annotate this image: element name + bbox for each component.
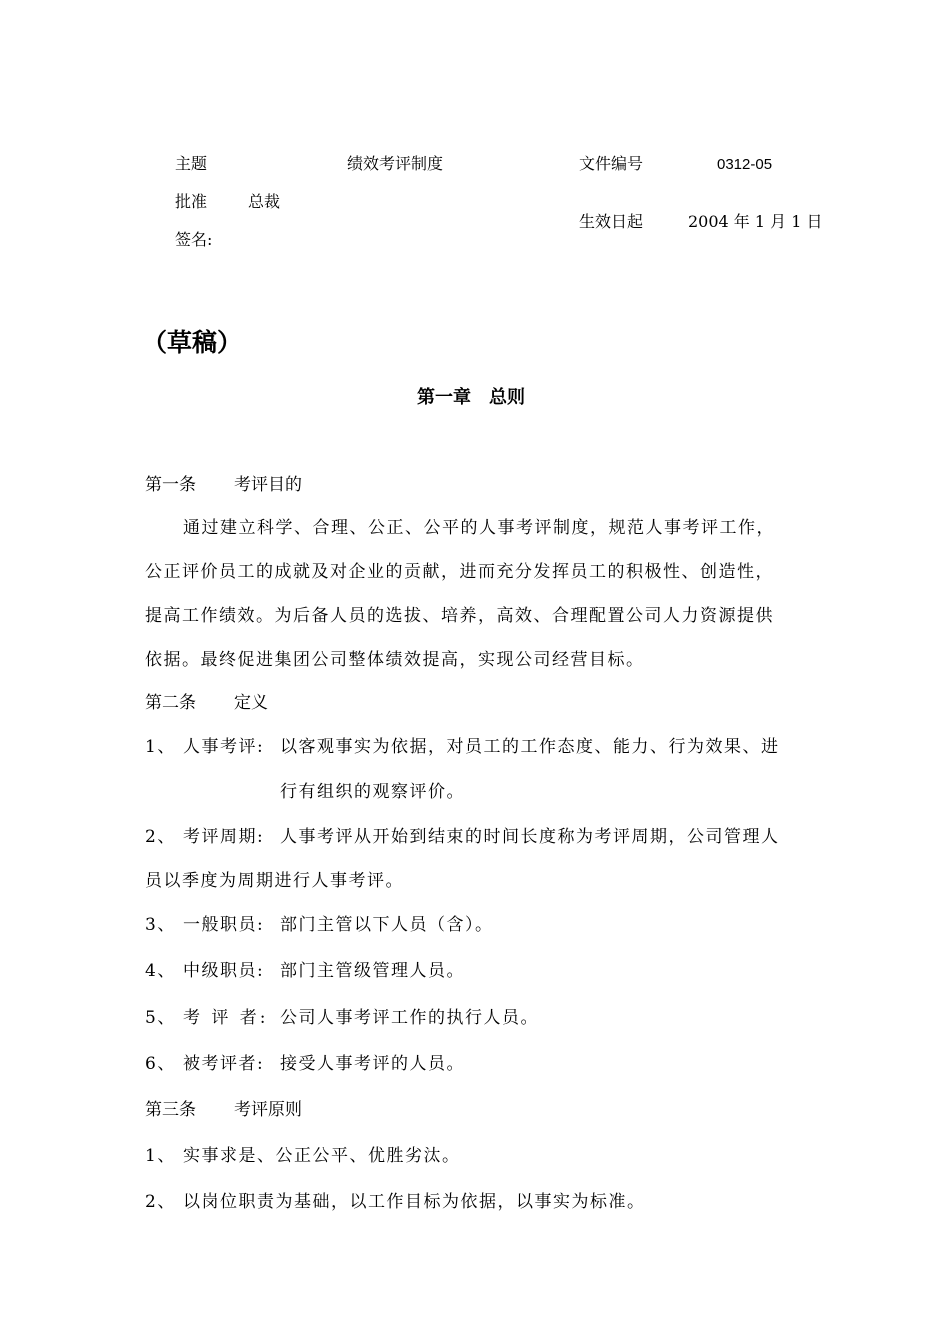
article1-heading-no: 第一条 — [145, 475, 196, 495]
article1-line-1: 通过建立科学、合理、公正、公平的人事考评制度，规范人事考评工作， — [183, 518, 775, 538]
article3-heading-title: 考评原则 — [234, 1100, 302, 1120]
def-item-term: 人事考评: — [183, 737, 265, 757]
article1-line-4: 依据。最终促进集团公司整体绩效提高，实现公司经营目标。 — [145, 650, 645, 670]
def-item-cont: 员以季度为周期进行人事考评。 — [145, 871, 404, 891]
def-item-text: 部门主管以下人员（含）。 — [280, 915, 494, 935]
article2-heading-title: 定义 — [234, 693, 268, 713]
def-item-cont: 行有组织的观察评价。 — [280, 782, 465, 802]
approve-value: 总裁 — [248, 192, 281, 211]
principle-item-no: 2、 — [145, 1192, 176, 1212]
approve-label: 批准 — [175, 192, 208, 211]
article1-heading-title: 考评目的 — [234, 475, 302, 495]
principle-item-no: 1、 — [145, 1146, 176, 1166]
article1-line-3: 提高工作绩效。为后备人员的选拔、培养，高效、合理配置公司人力资源提供 — [145, 606, 774, 626]
def-item-text: 接受人事考评的人员。 — [280, 1054, 465, 1074]
chapter-title: 第一章 总则 — [417, 387, 525, 408]
def-item-text: 部门主管级管理人员。 — [280, 961, 465, 981]
def-item-term: 被考评者: — [183, 1054, 265, 1074]
def-item-no: 6、 — [145, 1054, 176, 1074]
def-item-no: 4、 — [145, 961, 176, 981]
doc-no-value: 0312-05 — [717, 156, 773, 173]
def-item-term: 中级职员: — [183, 961, 265, 981]
def-item-no: 5、 — [145, 1008, 176, 1028]
effective-label: 生效日起 — [579, 212, 644, 231]
draft-mark: （草稿） — [142, 328, 243, 357]
def-item-no: 1、 — [145, 737, 176, 757]
def-item-no: 2、 — [145, 827, 176, 847]
def-item-no: 3、 — [145, 915, 176, 935]
principle-item-text: 实事求是、公正公平、优胜劣汰。 — [183, 1146, 461, 1166]
doc-no-label: 文件编号 — [579, 154, 644, 173]
article3-heading-no: 第三条 — [145, 1100, 196, 1120]
subject-label: 主题 — [175, 154, 208, 173]
principle-item-text: 以岗位职责为基础，以工作目标为依据，以事实为标准。 — [183, 1192, 646, 1212]
sign-label: 签名: — [175, 230, 213, 249]
def-item-term: 考评周期: — [183, 827, 265, 847]
def-item-term: 考 评 者: — [183, 1008, 269, 1028]
article2-heading-no: 第二条 — [145, 693, 196, 713]
def-item-text: 以客观事实为依据，对员工的工作态度、能力、行为效果、进 — [280, 737, 780, 757]
effective-value: 2004 年 1 月 1 日 — [688, 212, 823, 231]
def-item-text: 公司人事考评工作的执行人员。 — [280, 1008, 539, 1028]
subject-value: 绩效考评制度 — [347, 154, 444, 173]
article1-line-2: 公正评价员工的成就及对企业的贡献，进而充分发挥员工的积极性、创造性， — [145, 562, 774, 582]
def-item-text: 人事考评从开始到结束的时间长度称为考评周期，公司管理人 — [280, 827, 780, 847]
def-item-term: 一般职员: — [183, 915, 265, 935]
